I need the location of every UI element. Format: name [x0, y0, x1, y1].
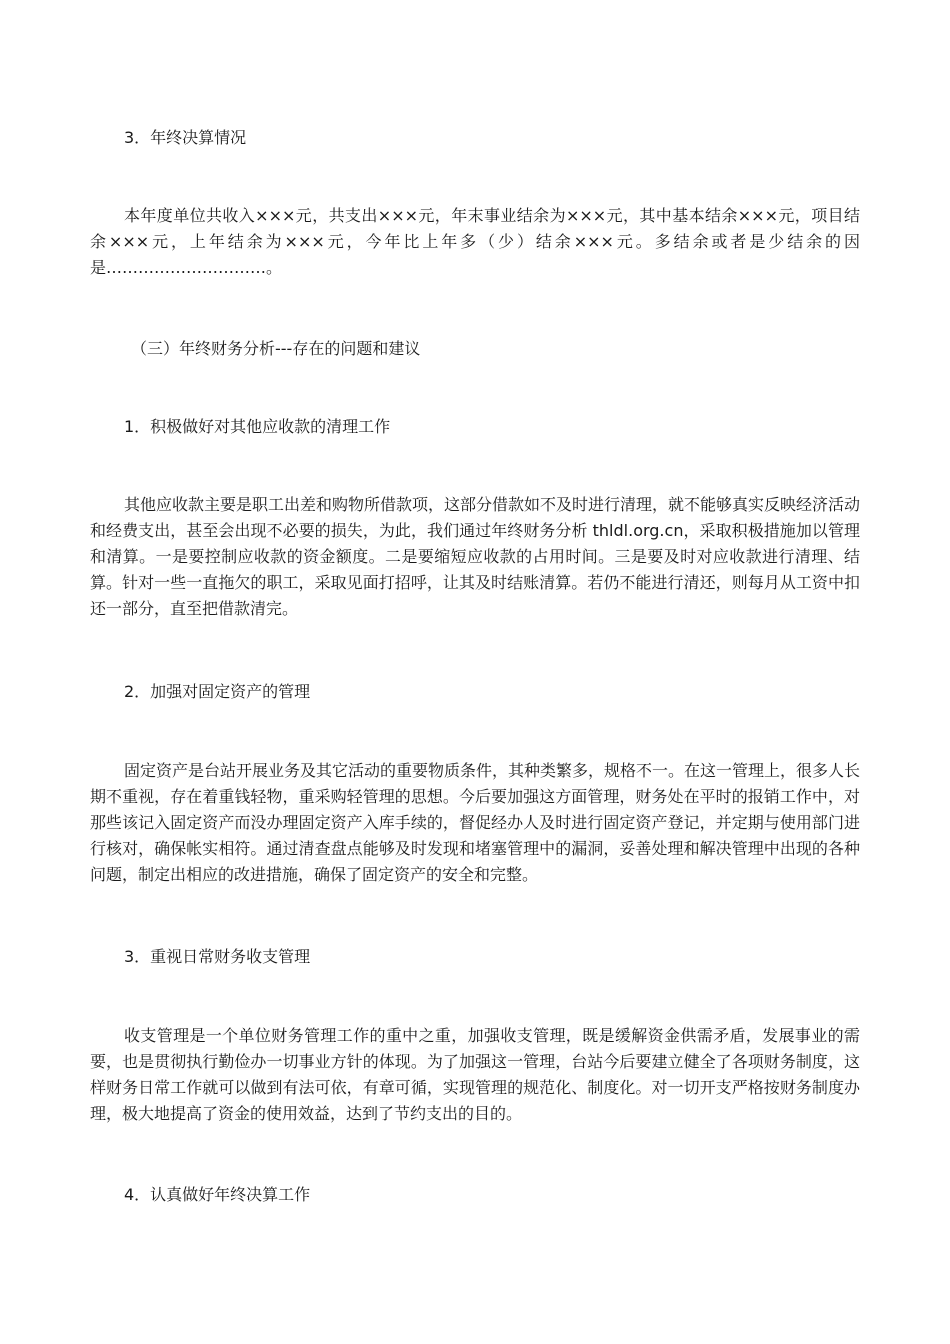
paragraph-item-2: 固定资产是台站开展业务及其它活动的重要物质条件，其种类繁多，规格不一。在这一管理上，很多人长期不重视，存在着重钱轻物，重采购轻管理的思想。今后要加强这方面管理，财务处在平时的报销工作中，对那些该记入固定资产而没办理固定资产入库手续的，督促经办人及时进行固定资产登记，并定期与使用部门进行核对，确保帐实相符。通过清查盘点能够及时发现和堵塞管理中的漏洞，妥善处理和解决管理中出现的各种问题，制定出相应的改进措施，确保了固定资产的安全和完整。 — [90, 761, 861, 884]
heading-section-three: （三）年终财务分析---存在的问题和建议 — [131, 339, 421, 358]
paragraph-item-3: 收支管理是一个单位财务管理工作的重中之重，加强收支管理，既是缓解资金供需矛盾，发展事业的需要，也是贯彻执行勤俭办一切事业方针的体现。为了加强这一管理，台站今后要建立健全了各项财务制度，这样财务日常工作就可以做到有法可依，有章可循，实现管理的规范化、制度化。对一切开支严格按财务制度办理，极大地提高了资金的使用效益，达到了节约支出的目的。 — [90, 1026, 860, 1123]
heading-item-2: 2．加强对固定资产的管理 — [124, 682, 311, 701]
heading-item-1: 1．积极做好对其他应收款的清理工作 — [124, 417, 391, 436]
heading-item-4: 4．认真做好年终决算工作 — [124, 1185, 311, 1204]
paragraph-year-end-settlement: 本年度单位共收入×××元，共支出×××元，年末事业结余为×××元，其中基本结余×××元，项目结余×××元，上年结余为×××元，今年比上年多（少）结余×××元。多结余或者是少结余的因是…………………………。 — [90, 206, 860, 277]
paragraph-item-1: 其他应收款主要是职工出差和购物所借款项，这部分借款如不及时进行清理，就不能够真实反映经济活动和经费支出，甚至会出现不必要的损失，为此，我们通过年终财务分析 thldl.org.cn，采取积极措施加以管理和清算。一是要控制应收款的资金额度。二是要缩短应收款的占用时间。三是要及时对应收款进行清理、结算。针对一些一直拖欠的职工，采取见面打招呼，让其及时结账清算。若仍不能进行清还，则每月从工资中扣还一部分，直至把借款清完。 — [90, 495, 861, 618]
heading-item-3: 3．重视日常财务收支管理 — [124, 947, 311, 966]
heading-year-end-settlement: 3．年终决算情况 — [124, 128, 247, 147]
